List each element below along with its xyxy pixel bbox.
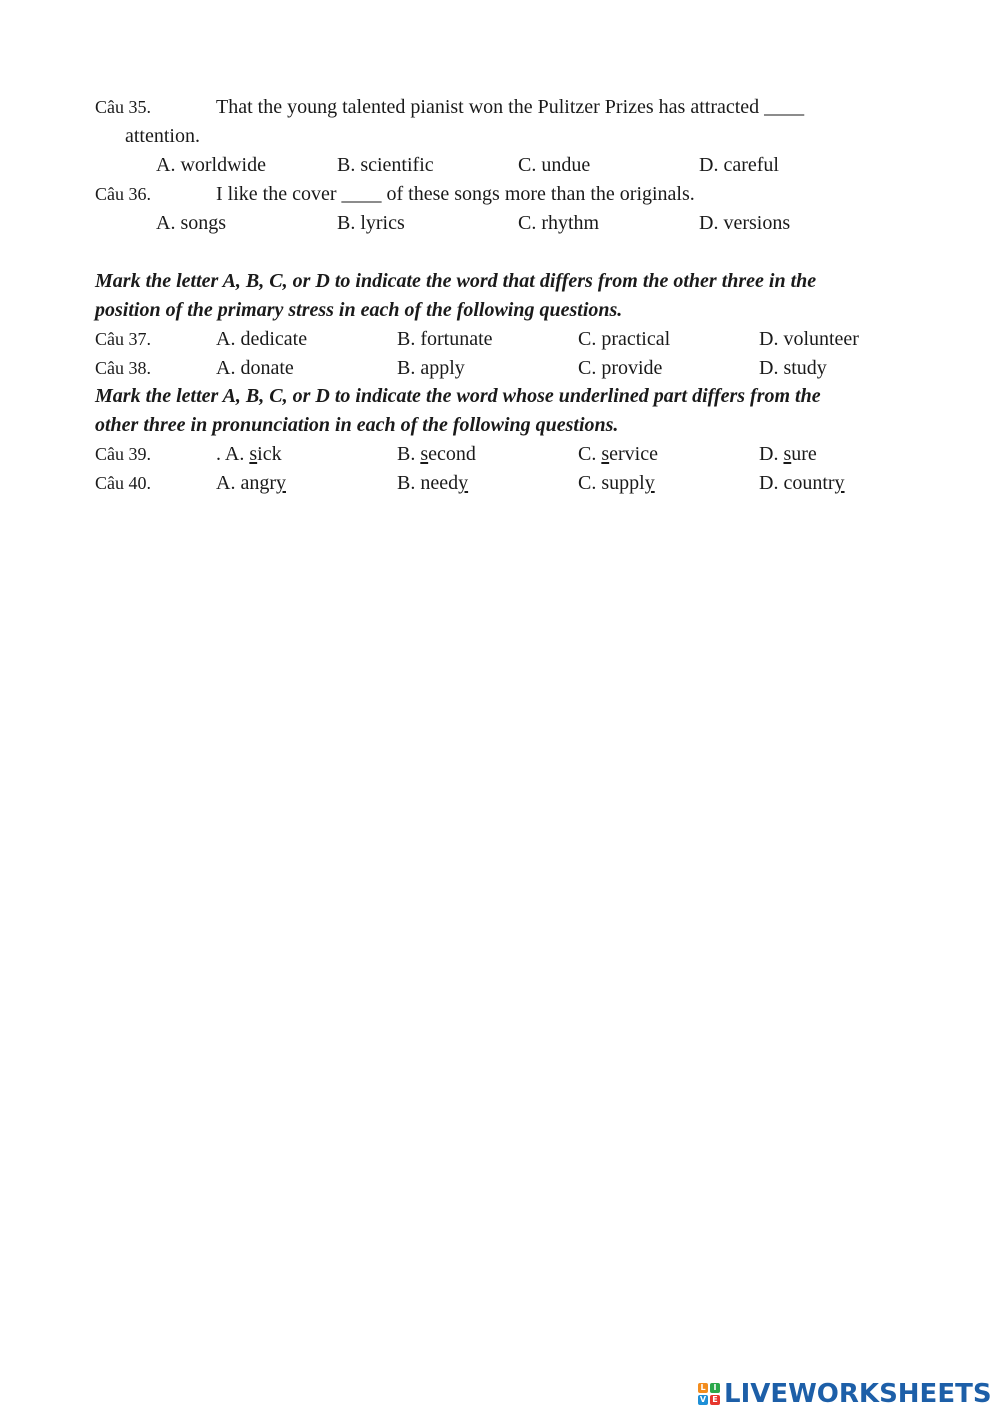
option-b[interactable]: B. lyrics	[337, 212, 405, 234]
option-prefix: . A.	[216, 443, 250, 465]
underlined-letter: s	[601, 443, 610, 465]
logo-mark-e: E	[710, 1395, 720, 1405]
question-number: Câu 40.	[95, 473, 151, 493]
underlined-letter: y	[644, 472, 655, 494]
option-d[interactable]: D. volunteer	[759, 328, 859, 350]
logo-mark-l: L	[698, 1383, 708, 1393]
option-d[interactable]	[759, 440, 817, 468]
option-a[interactable]: A. donate	[216, 357, 294, 379]
option-prefix: B.	[397, 443, 421, 465]
option-prefix: C.	[578, 443, 602, 465]
question-38-line	[95, 354, 151, 382]
option-prefix: A. angr	[216, 472, 276, 494]
question-number: Câu 36.	[95, 184, 151, 204]
option-d[interactable]: D. careful	[699, 154, 779, 176]
question-number: Câu 39.	[95, 444, 151, 464]
pronunciation-instruction-line-2: other three in pronunciation in each of the following questions.	[95, 414, 619, 436]
underlined-letter: s	[249, 443, 258, 465]
logo-mark-v: V	[699, 1395, 707, 1404]
question-36-text: I like the cover ____ of these songs more than the originals.	[216, 183, 695, 205]
option-b[interactable]: B. fortunate	[397, 328, 493, 350]
option-a[interactable]	[216, 440, 282, 468]
option-prefix: B. need	[397, 472, 459, 494]
question-35-continuation: attention.	[125, 125, 200, 147]
logo-text: LIVEWORKSHEETS	[724, 1379, 992, 1409]
question-35-text: That the young talented pianist won the Pulitzer Prizes has attracted ____	[216, 96, 805, 118]
underlined-letter: s	[420, 443, 429, 465]
option-a[interactable]	[216, 469, 286, 497]
option-a[interactable]: A. dedicate	[216, 328, 308, 350]
option-d[interactable]: D. study	[759, 357, 827, 379]
underlined-letter: y	[458, 472, 469, 494]
option-prefix: C. suppl	[578, 472, 645, 494]
question-37-line	[95, 325, 151, 353]
option-prefix: D. countr	[759, 472, 835, 494]
option-b[interactable]: B. scientific	[337, 154, 434, 176]
option-c[interactable]: C. provide	[578, 357, 663, 379]
pronunciation-instruction-line-1: Mark the letter A, B, C, or D to indicate the word whose underlined part differs from the	[95, 385, 821, 407]
option-d[interactable]: D. versions	[699, 212, 791, 234]
option-a[interactable]: A. worldwide	[156, 154, 266, 176]
option-c[interactable]	[578, 440, 658, 468]
underlined-letter: y	[275, 472, 286, 494]
option-b[interactable]	[397, 469, 468, 497]
option-c[interactable]: C. practical	[578, 328, 671, 350]
option-suffix: econd	[428, 443, 476, 465]
liveworksheets-logo	[698, 1378, 992, 1410]
option-b[interactable]	[397, 440, 476, 468]
option-a[interactable]: A. songs	[156, 212, 227, 234]
underlined-letter: s	[783, 443, 792, 465]
option-c[interactable]	[578, 469, 655, 497]
question-35-line	[95, 93, 151, 121]
question-36-line	[95, 180, 151, 208]
option-suffix: ure	[791, 443, 817, 465]
option-c[interactable]: C. rhythm	[518, 212, 600, 234]
option-b[interactable]: B. apply	[397, 357, 465, 379]
question-number: Câu 35.	[95, 97, 151, 117]
option-suffix: ervice	[609, 443, 658, 465]
stress-instruction-line-2: position of the primary stress in each of the following questions.	[95, 299, 623, 321]
question-number: Câu 38.	[95, 358, 151, 378]
option-prefix: D.	[759, 443, 784, 465]
option-c[interactable]: C. undue	[518, 154, 591, 176]
underlined-letter: y	[834, 472, 845, 494]
logo-mark-icon	[698, 1383, 720, 1405]
option-suffix: ick	[257, 443, 282, 465]
stress-instruction-line-1: Mark the letter A, B, C, or D to indicate the word that differs from the other three in the	[95, 270, 817, 292]
logo-mark-i: I	[710, 1383, 720, 1393]
question-number: Câu 37.	[95, 329, 151, 349]
option-d[interactable]	[759, 469, 845, 497]
question-40-line	[95, 469, 151, 497]
question-39-line	[95, 440, 151, 468]
